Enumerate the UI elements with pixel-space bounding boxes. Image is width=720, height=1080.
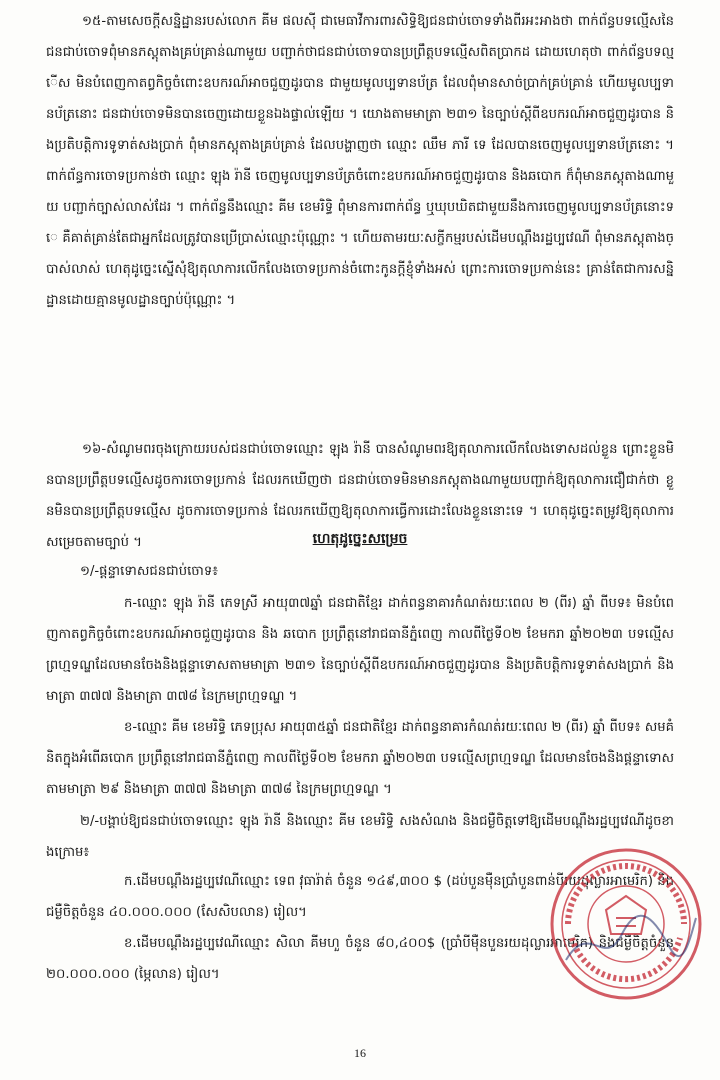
signature-mark [560,900,700,980]
paragraph-15: ១៥-តាមសេចក្តីសន្និដ្ឋានរបស់លោក គីម ផលសុី ជាមេធាវីការពារសិទ្ធិឱ្យជនជាប់ចោទទាំងពីរអះអាងថា ពាក់ព័ន្ធបទល្មើសនៃជនជាប់ចោទពុំមានភស្តុតាងគ្រប់គ្រាន់ណាមួយ បញ្ជាក់ថាជនជាប់ចោទបានប្រព្រឹត្តបទល្មើសពិតប្រាកដ ដោយហេតុថា ពាក់ព័ន្ធបទល្មើស មិនបំពេញកាតព្វកិច្ចចំពោះឧបករណ៍អាចជួញដូរបាន ជាមួយមូលប្បទានប័ត្រ ដែលពុំមានសាច់ប្រាក់គ្រប់គ្រាន់ ហើយមូលប្បទានប័ត្រនោះ ជនជាប់ចោទមិនបានចេញដោយខ្លួនឯងផ្ទាល់ឡើយ ។ យោងតាមមាត្រា ២៣១ នៃច្បាប់ស្តីពីឧបករណ៍អាចជួញដូរបាន និងប្រតិបត្តិការទូទាត់សងប្រាក់ ពុំមានភស្តុតាងគ្រប់គ្រាន់ ដែលបង្ហាញថា ឈ្មោះ ឈឹម ភារី ទេ ដែលបានចេញមូលប្បទានប័ត្រនោះ ។ ពាក់ព័ន្ធការចោទប្រកាន់ថា ឈ្មោះ ឡុង រ៉ានី ចេញមូលប្បទានប័ត្រចំពោះឧបករណ៍អាចជួញដូរបាន និងឆបោក ក៏ពុំមានភស្តុតាងណាមួយ បញ្ជាក់ច្បាស់លាស់ដែរ ។ ពាក់ព័ន្ធនឹងឈ្មោះ គីម ខេមរិទ្ធិ ពុំមានការពាក់ព័ន្ធ ឬឃុបឃិតជាមួយនឹងការចេញមូលប្បទានប័ត្រនោះទេ គឺគាត់គ្រាន់តែជាអ្នកដែលត្រូវបានប្រើប្រាស់ឈ្មោះប៉ុណ្ណោះ ។ ហើយតាមរយៈសក្ខីកម្មរបស់ដើមបណ្តឹងរដ្ឋប្បវេណី ពុំមានភស្តុតាងច្បាស់លាស់ ហេតុដូច្នេះស្នើសុំឱ្យតុលាការលើកលែងចោទប្រកាន់ចំពោះកូនក្តីខ្ញុំទាំងអស់ ព្រោះការចោទប្រកាន់នេះ គ្រាន់តែជាការសន្និដ្ឋានដោយគ្មានមូលដ្ឋានច្បាប់ប៉ុណ្ណោះ ។ [46,14,674,308]
sentence-section-1: ១/-ផ្តន្ទាទោសជនជាប់ចោទ៖ [80,564,218,579]
page-number: 16 [354,1046,366,1060]
compensation-plaintiff-b: ខ.ដើមបណ្តឹងរដ្ឋប្បវេណីឈ្មោះ សិលា គីមហួ ចំនួន ៨០,៤០០$ (ប្រាំបីម៉ឺនបួនរយដុល្លារអាមេរិក) និងជម្ងឺចិត្តចំនួន ២០.០០០.០០០ (ម្ភៃលាន) រៀល។ [46,936,674,982]
paragraph-16: ១៦-សំណូមពរចុងក្រោយរបស់ជនជាប់ចោទឈ្មោះ ឡុង រ៉ានី បានសំណូមពរឱ្យតុលាការលើកលែងទោសដល់ខ្លួន ព្រោះខ្លួនមិនបានប្រព្រឹត្តបទល្មើសដូចការចោទប្រកាន់ ដែលរកឃើញថា ជនជាប់ចោទមិនមានភស្តុតាងណាមួយបញ្ជាក់ឱ្យតុលាការជឿជាក់ថា ខ្លួនមិនបានប្រព្រឹត្តបទល្មើស ដូចការចោទប្រកាន់ ដែលរកឃើញឱ្យតុលាការធ្វើការដោះលែងខ្លួននោះទេ ។ ហេតុដូច្នេះតម្រូវឱ្យតុលាការសម្រេចតាមច្បាប់ ។ [46,442,674,550]
verdict-heading: ហេតុដូច្នេះសម្រេច [312,531,408,547]
sentence-defendant-b: ខ-ឈ្មោះ គីម ខេមរិទ្ធិ ភេទប្រុស អាយុ៣៥ឆ្នាំ ជនជាតិខ្មែរ ដាក់ពន្ធនាគារកំណត់រយៈពេល ២ (ពីរ) ឆ្នាំ ពីបទ៖ សមគំនិតក្នុងអំពើឆបោក ប្រព្រឹត្តនៅរាជធានីភ្នំពេញ កាលពីថ្ងៃទី០២ ខែមករា ឆ្នាំ២០២៣ បទល្មើសព្រហ្មទណ្ឌ ដែលមានចែងនិងផ្តន្ទាទោសតាមមាត្រា ២៩ និងមាត្រា ៣៧៧ និងមាត្រា ៣៧៨ នៃក្រមព្រហ្មទណ្ឌ ។ [46,720,674,797]
compensation-section-2: ២/-បង្គាប់ឱ្យជនជាប់ចោទឈ្មោះ ឡុង រ៉ានី និងឈ្មោះ គីម ខេមរិទ្ធិ សងសំណង និងជម្ងឺចិត្តទៅឱ្យដើមបណ្តឹងរដ្ឋប្បវេណីដូចខាងក្រោម៖ [46,814,674,860]
sentence-defendant-a: ក-ឈ្មោះ ឡុង រ៉ានី ភេទស្រី អាយុ៣៧ឆ្នាំ ជនជាតិខ្មែរ ដាក់ពន្ធនាគារកំណត់រយៈពេល ២ (ពីរ) ឆ្នាំ ពីបទ៖ មិនបំពេញកាតព្វកិច្ចចំពោះឧបករណ៍អាចជួញដូរបាន និង ឆបោក ប្រព្រឹត្តនៅរាជធានីភ្នំពេញ កាលពីថ្ងៃទី០២ ខែមករា ឆ្នាំ២០២៣ បទល្មើសព្រហ្មទណ្ឌដែលមានចែងនិងផ្តន្ទាទោសតាមមាត្រា ២៣១ នៃច្បាប់ស្តីពីឧបករណ៍អាចជួញដូរបាន និងប្រតិបត្តិការទូទាត់សងប្រាក់ និងមាត្រា ៣៧៧ និងមាត្រា ៣៧៨ នៃក្រមព្រហ្មទណ្ឌ ។ [46,596,674,704]
compensation-plaintiff-a: ក.ដើមបណ្តឹងរដ្ឋប្បវេណីឈ្មោះ ទេព វុធារ៉ាត់ ចំនួន ១៤៩,៣០០ $ (ដប់បួនម៉ឺនប្រាំបួនពាន់បីរយដុល្លារអាមេរិក) និងជម្ងឺចិត្តចំនួន ៤០.០០០.០០០ (សែសិបលាន) រៀល។ [46,874,674,920]
